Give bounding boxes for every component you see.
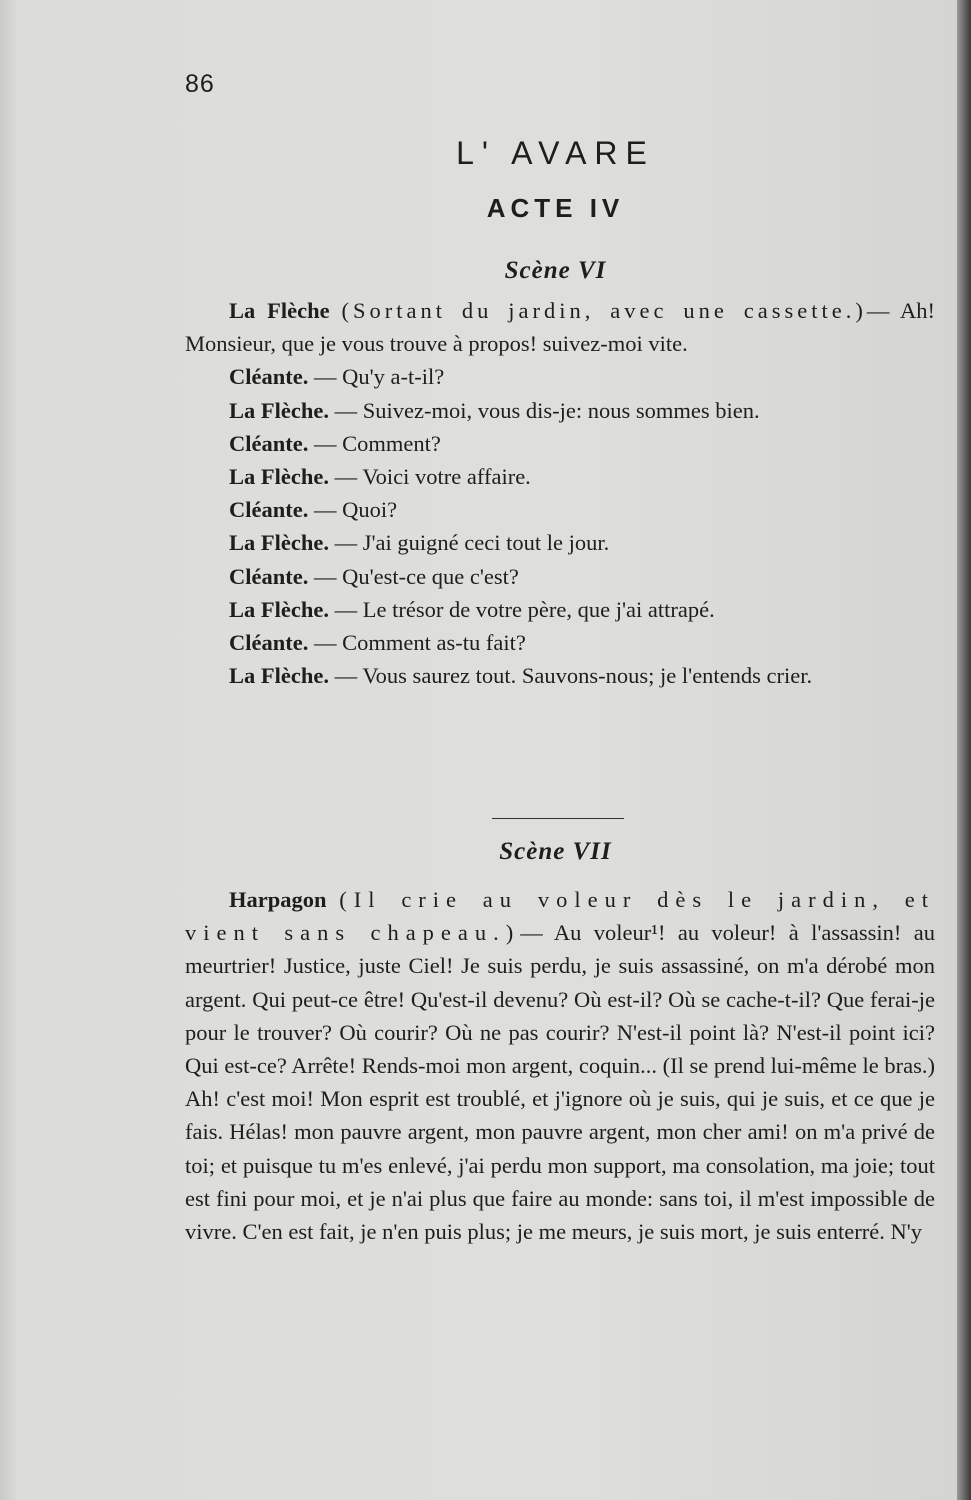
dialogue-line bbox=[185, 593, 935, 626]
act-title: ACTE IV bbox=[486, 193, 625, 223]
scene-6-title: Scène VI bbox=[504, 257, 607, 284]
line-text: — Vous saurez tout. Sauvons-nous; je l'entends crier. bbox=[328, 663, 813, 689]
dialogue-line bbox=[185, 883, 935, 1248]
dialogue-line bbox=[185, 360, 935, 393]
stage-direction: (Il crie au voleur dès le jardin, et vient sans chapeau.) bbox=[185, 887, 935, 946]
speaker-name: La Flèche. bbox=[229, 530, 329, 556]
dialogue-line bbox=[185, 626, 935, 659]
speaker-name: Cléante. bbox=[229, 563, 309, 589]
dialogue-line bbox=[185, 294, 935, 360]
speaker-name: La Flèche. bbox=[229, 464, 329, 490]
speaker-name: Harpagon bbox=[229, 887, 327, 912]
line-text: — Au voleur¹! au voleur! à l'assassin! au meurtrier! Justice, juste Ciel! Je suis perdu, je suis assassiné, on m'a dérobé mon argent. Qui peut-ce être! Qu'est-il devenu? Où est-il? Où se cache-t-il? Que ferai-je pour le trouver? Où courir? Où ne pas courir? N'est-il point là? N'est-il point ici? Qui est-ce? Arrête! Rends-moi mon argent, coquin... (Il se prend lui-même le bras.) Ah! c'est moi! Mon esprit est troublé, et j'ignore où je suis, qui je suis, et ce que je fais. Hélas! mon pauvre argent, mon pauvre argent, mon cher ami! on m'a privé de toi; et puisque tu m'es enlevé, j'ai perdu mon support, ma consolation, ma joie; tout est fini pour moi, et je n'ai plus que faire au monde: sans toi, il m'est impossible de vivre. C'en est fait, je n'en puis plus; je me meurs, je suis mort, je suis enterré. N'y bbox=[185, 920, 935, 1245]
scene-6-dialogue bbox=[185, 294, 935, 692]
play-title: L' AVARE bbox=[456, 135, 655, 171]
speaker-name: Cléante. bbox=[229, 497, 309, 523]
dialogue-line bbox=[185, 427, 935, 460]
speaker-name: Cléante. bbox=[229, 630, 309, 656]
speaker-name: Cléante. bbox=[229, 430, 309, 456]
section-divider bbox=[492, 818, 624, 819]
line-text: — J'ai guigné ceci tout le jour. bbox=[328, 530, 610, 556]
scene-7-title: Scène VII bbox=[499, 838, 612, 865]
speaker-name: La Flèche. bbox=[229, 397, 329, 423]
line-text: — Ah! Monsieur, que je vous trouve à propos! suivez-moi vite. bbox=[185, 298, 936, 357]
line-text: — Suivez-moi, vous dis-je: nous sommes bien. bbox=[328, 397, 760, 423]
dialogue-line bbox=[185, 526, 935, 559]
line-text: — Comment as-tu fait? bbox=[308, 630, 526, 656]
scene-7-monologue bbox=[185, 883, 935, 1248]
line-text: — Comment? bbox=[308, 430, 441, 456]
speaker-name: La Flèche. bbox=[229, 663, 329, 689]
speaker-name: La Flèche bbox=[229, 298, 330, 323]
dialogue-line bbox=[185, 493, 935, 526]
line-text: — Qu'est-ce que c'est? bbox=[308, 563, 519, 589]
stage-direction: (Sortant du jardin, avec une cassette.) bbox=[341, 298, 867, 323]
line-text: — Le trésor de votre père, que j'ai attrapé. bbox=[328, 596, 715, 622]
dialogue-line bbox=[185, 560, 935, 593]
dialogue-line bbox=[185, 659, 935, 692]
speaker-name: La Flèche. bbox=[229, 596, 329, 622]
page-edge-shadow bbox=[957, 0, 971, 1500]
speaker-name: Cléante. bbox=[229, 364, 309, 390]
dialogue-line bbox=[185, 394, 935, 427]
page-number: 86 bbox=[185, 70, 215, 98]
line-text: — Quoi? bbox=[308, 497, 398, 523]
line-text: — Qu'y a-t-il? bbox=[308, 364, 445, 390]
dialogue-line bbox=[185, 460, 935, 493]
line-text: — Voici votre affaire. bbox=[328, 464, 531, 490]
